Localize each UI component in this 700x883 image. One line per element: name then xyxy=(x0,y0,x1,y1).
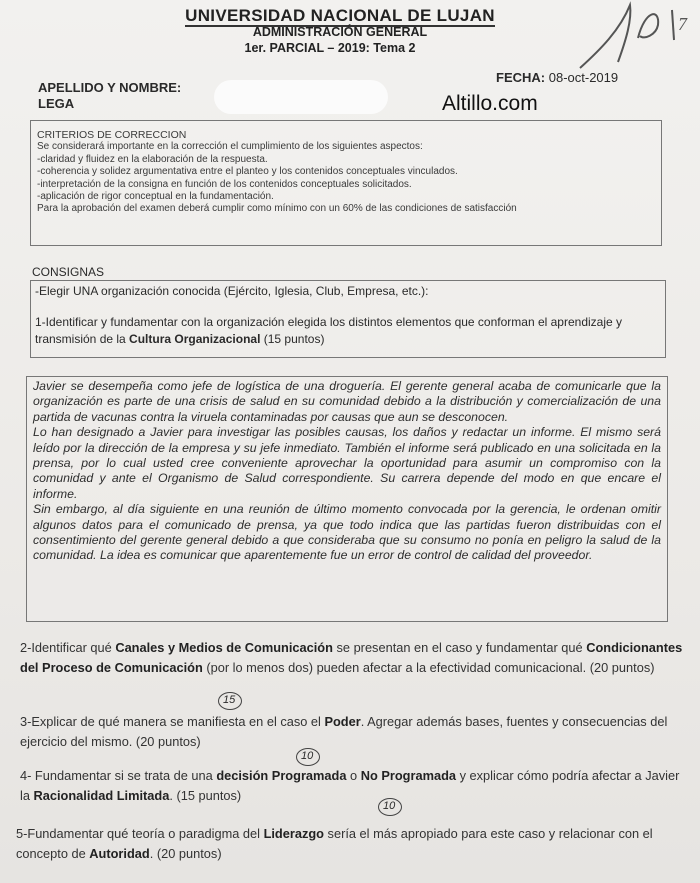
date-value: 08-oct-2019 xyxy=(548,70,619,85)
criterios-box xyxy=(30,120,662,246)
grade-mark-text: 7 xyxy=(678,14,687,34)
criterios-line: -coherencia y solidez argumentativa entre el planteo y los contenidos conceptuales vinculados. xyxy=(37,166,458,178)
criterios-line: Se considerará importante en la corrección el cumplimiento de los siguientes aspectos: xyxy=(37,141,423,153)
exam-title: 1er. PARCIAL – 2019: Tema 2 xyxy=(244,41,416,55)
redacted-name-area xyxy=(214,80,388,114)
criterios-line: -interpretación de la consigna en función de los contenidos conceptuales solicitados. xyxy=(37,178,412,190)
question-1-text: 1-Identificar y fundamentar con la organización elegida los distintos elementos que conforman el aprendizaje y transmisión de la xyxy=(35,315,623,346)
handwritten-score-q3: 10 xyxy=(296,748,320,766)
question-3: 3-Explicar de qué manera se manifiesta en el caso el Poder. Agregar además bases, fuentes y consecuencias del ejercicio del mismo. (20 puntos) xyxy=(20,714,668,749)
watermark: Altillo.com xyxy=(442,92,538,115)
consignas-box xyxy=(30,280,666,358)
criterios-line: -aplicación de rigor conceptual en la fundamentación. xyxy=(37,191,274,203)
name-label: APELLIDO Y NOMBRE: xyxy=(38,80,182,95)
handwritten-grade-mark xyxy=(560,0,700,70)
case-paragraph: Javier se desempeña como jefe de logística de una droguería. El gerente general acaba de comunicarle que la organización es parte de una crisis de salud en su comunidad debido a la distribución y comercialización de una partida de vacunas contra la viruela contaminadas por causas que aun se desconocen. xyxy=(33,379,661,424)
question-2: 2-Identificar qué Canales y Medios de Comunicación se presentan en el caso y fundamentar qué Condicionantes del Proceso de Comunicación (por lo menos dos) pueden afectar a la efectividad comunicacional. (20 puntos) xyxy=(20,640,683,675)
date-field xyxy=(496,70,618,85)
handwritten-score-q2: 15 xyxy=(218,692,242,710)
case-box xyxy=(26,376,668,622)
handwritten-score-q4: 10 xyxy=(378,798,402,816)
question-1 xyxy=(35,314,661,348)
question-5: 5-Fundamentar qué teoría o paradigma del Liderazgo sería el más apropiado para este caso y relacionar con el concepto de Autoridad. (20 puntos) xyxy=(16,826,653,861)
question-4: 4- Fundamentar si se trata de una decisión Programada o No Programada y explicar cómo podría afectar a Javier la Racionalidad Limitada. (15 puntos) xyxy=(20,768,680,803)
university-title: UNIVERSIDAD NACIONAL DE LUJAN xyxy=(185,6,495,25)
question-1-keyword: Cultura Organizacional xyxy=(129,332,261,346)
criterios-line: Para la aprobación del examen deberá cumplir como mínimo con un 60% de las condiciones de satisfacción xyxy=(37,203,517,215)
criterios-title: CRITERIOS DE CORRECCION xyxy=(37,129,187,141)
date-label: FECHA: xyxy=(496,70,546,85)
consignas-title: CONSIGNAS xyxy=(32,265,105,279)
question-1-points: (15 puntos) xyxy=(260,332,325,346)
legajo-label: LEGA xyxy=(38,96,75,111)
department-title: ADMINISTRACIÓN GENERAL xyxy=(252,25,428,39)
consignas-intro: -Elegir UNA organización conocida (Ejército, Iglesia, Club, Empresa, etc.): xyxy=(35,284,429,298)
case-paragraph: Lo han designado a Javier para investigar las posibles causas, los daños y redactar un informe. El mismo será leído por la dirección de la empresa y su jefe inmediato. También el informe será publicado en una solicitada en la prensa, por lo cual usted cree conveniente aprovechar la oportunidad para asumir un compromiso con la comunidad y ante el Organismo de Salud correspondiente. Su carrera depende del modo en que encare el informe. xyxy=(33,425,661,501)
case-paragraph: Sin embargo, al día siguiente en una reunión de último momento convocada por la gerencia, le ordenan omitir algunos datos para el comunicado de prensa, ya que todo indica que las partidas fueron distribuidas con el consentimiento del gerente general debido a que consideraba que su consumo no ponía en peligro la salud de la comunidad. La idea es comunicar que aparentemente fue un error de control de calidad del proveedor. xyxy=(33,502,661,563)
criterios-line: -claridad y fluidez en la elaboración de la respuesta. xyxy=(37,153,268,165)
